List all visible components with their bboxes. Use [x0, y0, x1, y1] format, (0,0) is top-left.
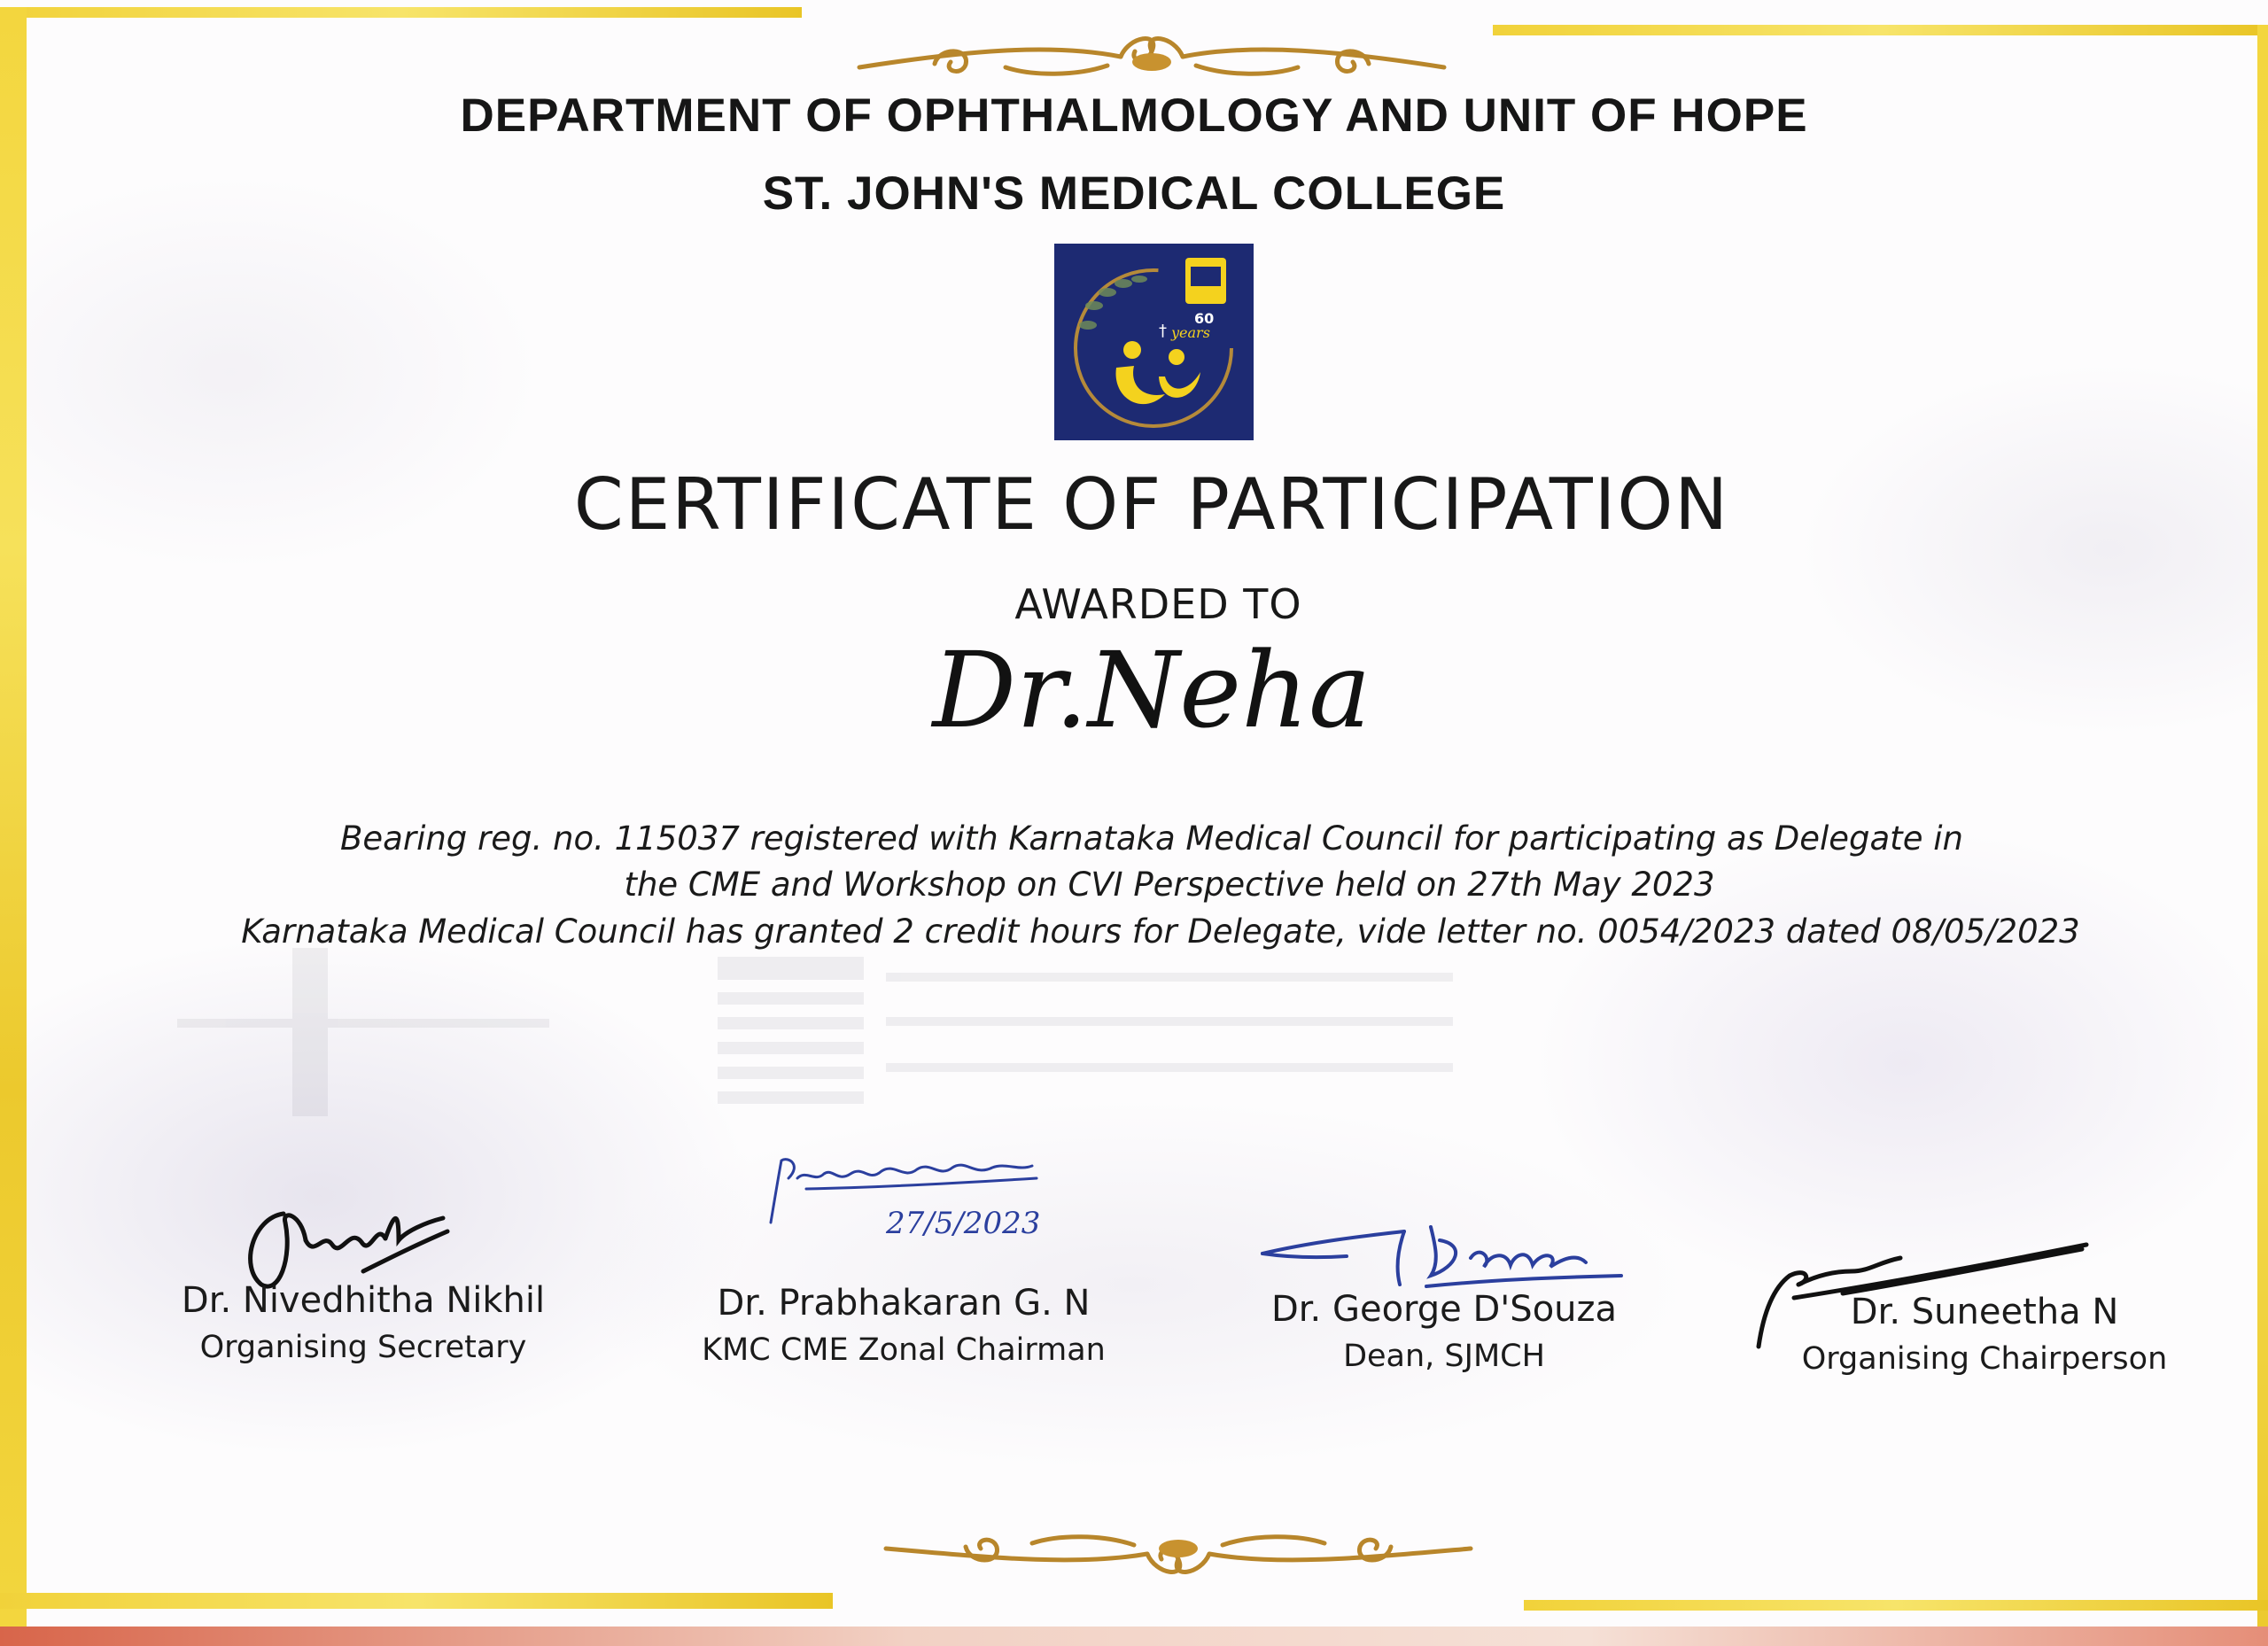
border-top-left	[0, 7, 802, 18]
logo-badge-number: 60	[1194, 310, 1215, 327]
logo-badge-years: years	[1171, 324, 1210, 341]
border-bottom-right	[1524, 1600, 2268, 1611]
signatory-role: KMC CME Zonal Chairman	[702, 1332, 1106, 1368]
signatory-role: Organising Secretary	[199, 1330, 527, 1365]
border-bottom-strip	[0, 1627, 2268, 1646]
handwritten-date: 27/5/2023	[886, 1206, 1041, 1241]
border-left	[0, 7, 27, 1628]
signatory-role: Organising Chairperson	[1801, 1341, 2168, 1377]
signatory-dean	[1214, 1289, 1674, 1374]
top-flourish-ornament	[855, 25, 1449, 87]
signature-prabhakaran	[753, 1143, 1054, 1258]
bottom-flourish-ornament	[882, 1522, 1475, 1584]
body-text-line-1: Bearing reg. no. 115037 registered with Karnataka Medical Council for participating as Delegate in	[340, 819, 1963, 858]
body-text-line-2: the CME and Workshop on CVI Perspective held on 27th May 2023	[624, 866, 1715, 904]
border-top-right	[1493, 25, 2268, 35]
signatory-name: Dr. Suneetha N	[1850, 1292, 2119, 1332]
svg-text:†: †	[1159, 322, 1167, 340]
department-heading: DEPARTMENT OF OPHTHALMOLOGY AND UNIT OF HOPE	[460, 89, 1808, 142]
signature-george-dsouza	[1258, 1205, 1639, 1293]
recipient-name: Dr.Neha	[932, 629, 1371, 751]
college-logo	[1054, 244, 1254, 440]
certificate-title: CERTIFICATE OF PARTICIPATION	[573, 463, 1730, 546]
college-heading: ST. JOHN'S MEDICAL COLLEGE	[762, 167, 1506, 220]
body-text-line-3: Karnataka Medical Council has granted 2 credit hours for Delegate, vide letter no. 0054/2023 dated 08/05/2023	[241, 912, 2080, 951]
signatory-name: Dr. Prabhakaran G. N	[717, 1283, 1091, 1324]
signatory-role: Dean, SJMCH	[1343, 1339, 1545, 1374]
signatory-organising-secretary	[133, 1280, 594, 1365]
signatory-organising-chairperson	[1754, 1292, 2215, 1377]
signatory-name: Dr. George D'Souza	[1270, 1289, 1618, 1330]
awarded-to-label: AWARDED TO	[1014, 580, 1302, 628]
signatory-name: Dr. Nivedhitha Nikhil	[181, 1280, 546, 1321]
signatory-zonal-chairman	[673, 1283, 1134, 1368]
border-bottom-left	[0, 1593, 833, 1609]
